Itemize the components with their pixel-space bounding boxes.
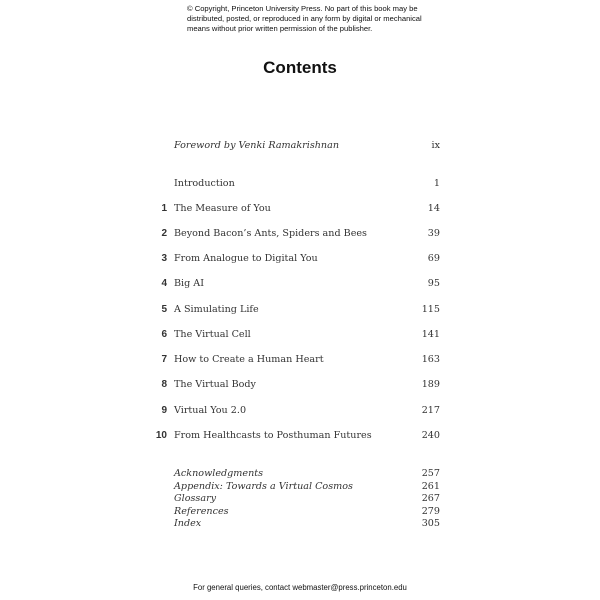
chapter-number: 1 [161,203,167,214]
toc-chapter-9[interactable] [150,404,440,418]
toc-entry-page: 1 [433,178,440,189]
toc-entry-glossary[interactable] [150,492,440,506]
toc-entry-title: Foreword by Venki Ramakrishnan [174,140,340,151]
toc-entry-title: References [174,506,229,517]
chapter-number: 6 [161,329,167,340]
chapter-page: 14 [427,203,440,214]
chapter-number: 7 [161,354,167,365]
toc-chapter-8[interactable] [150,378,440,392]
toc-entry-page: 257 [421,468,440,479]
chapter-page: 39 [427,228,440,239]
toc-chapter-10[interactable] [150,429,440,443]
chapter-number: 3 [161,253,167,264]
footer-contact: For general queries, contact webmaster@press.princeton.edu [193,583,407,592]
chapter-title: Beyond Bacon’s Ants, Spiders and Bees [174,228,367,239]
chapter-title: The Virtual Cell [174,329,251,340]
toc-chapter-5[interactable] [150,303,440,317]
toc-entry-introduction[interactable] [150,177,440,191]
toc-entry-title: Glossary [174,493,217,504]
toc-chapter-2[interactable] [150,227,440,241]
copyright-notice: © Copyright, Princeton University Press. No part of this book may be distributed, posted, or reproduced in any form by digital or mechanical means without prior written permission of the publisher. [187,4,422,33]
toc-chapter-3[interactable] [150,252,440,266]
toc-entry-foreword[interactable] [150,139,440,153]
chapter-title: The Measure of You [174,203,271,214]
toc-entry-title: Acknowledgments [174,468,264,479]
toc-chapter-1[interactable] [150,202,440,216]
toc-entry-index[interactable] [150,517,440,531]
chapter-page: 115 [421,304,440,315]
chapter-title: The Virtual Body [174,379,256,390]
toc-entry-page: 305 [421,518,440,529]
chapter-title: Big AI [174,278,205,289]
chapter-number: 10 [155,430,167,441]
chapter-page: 163 [421,354,440,365]
chapter-page: 95 [427,278,440,289]
chapter-page: 69 [427,253,440,264]
toc-entry-acknowledgments[interactable] [150,467,440,481]
toc-entry-page: 279 [421,506,440,517]
chapter-title: How to Create a Human Heart [174,354,324,365]
chapter-number: 2 [161,228,167,239]
chapter-page: 189 [421,379,440,390]
toc-chapter-4[interactable] [150,277,440,291]
toc-entry-title: Index [174,518,202,529]
chapter-page: 141 [421,329,440,340]
chapter-page: 240 [421,430,440,441]
chapter-title: From Healthcasts to Posthuman Futures [174,430,372,441]
toc-chapter-6[interactable] [150,328,440,342]
toc-entry-page: 267 [421,493,440,504]
toc-entry-page: ix [431,140,440,151]
chapter-title: A Simulating Life [174,304,259,315]
chapter-page: 217 [421,405,440,416]
toc-entry-title: Introduction [174,178,235,189]
toc-chapter-7[interactable] [150,353,440,367]
page-title: Contents [263,58,337,77]
chapter-title: From Analogue to Digital You [174,253,318,264]
toc-entry-title: Appendix: Towards a Virtual Cosmos [174,481,353,492]
chapter-title: Virtual You 2.0 [174,405,247,416]
chapter-number: 8 [161,379,167,390]
toc-entry-page: 261 [421,481,440,492]
chapter-number: 9 [161,405,167,416]
chapter-number: 5 [161,304,167,315]
chapter-number: 4 [161,278,167,289]
